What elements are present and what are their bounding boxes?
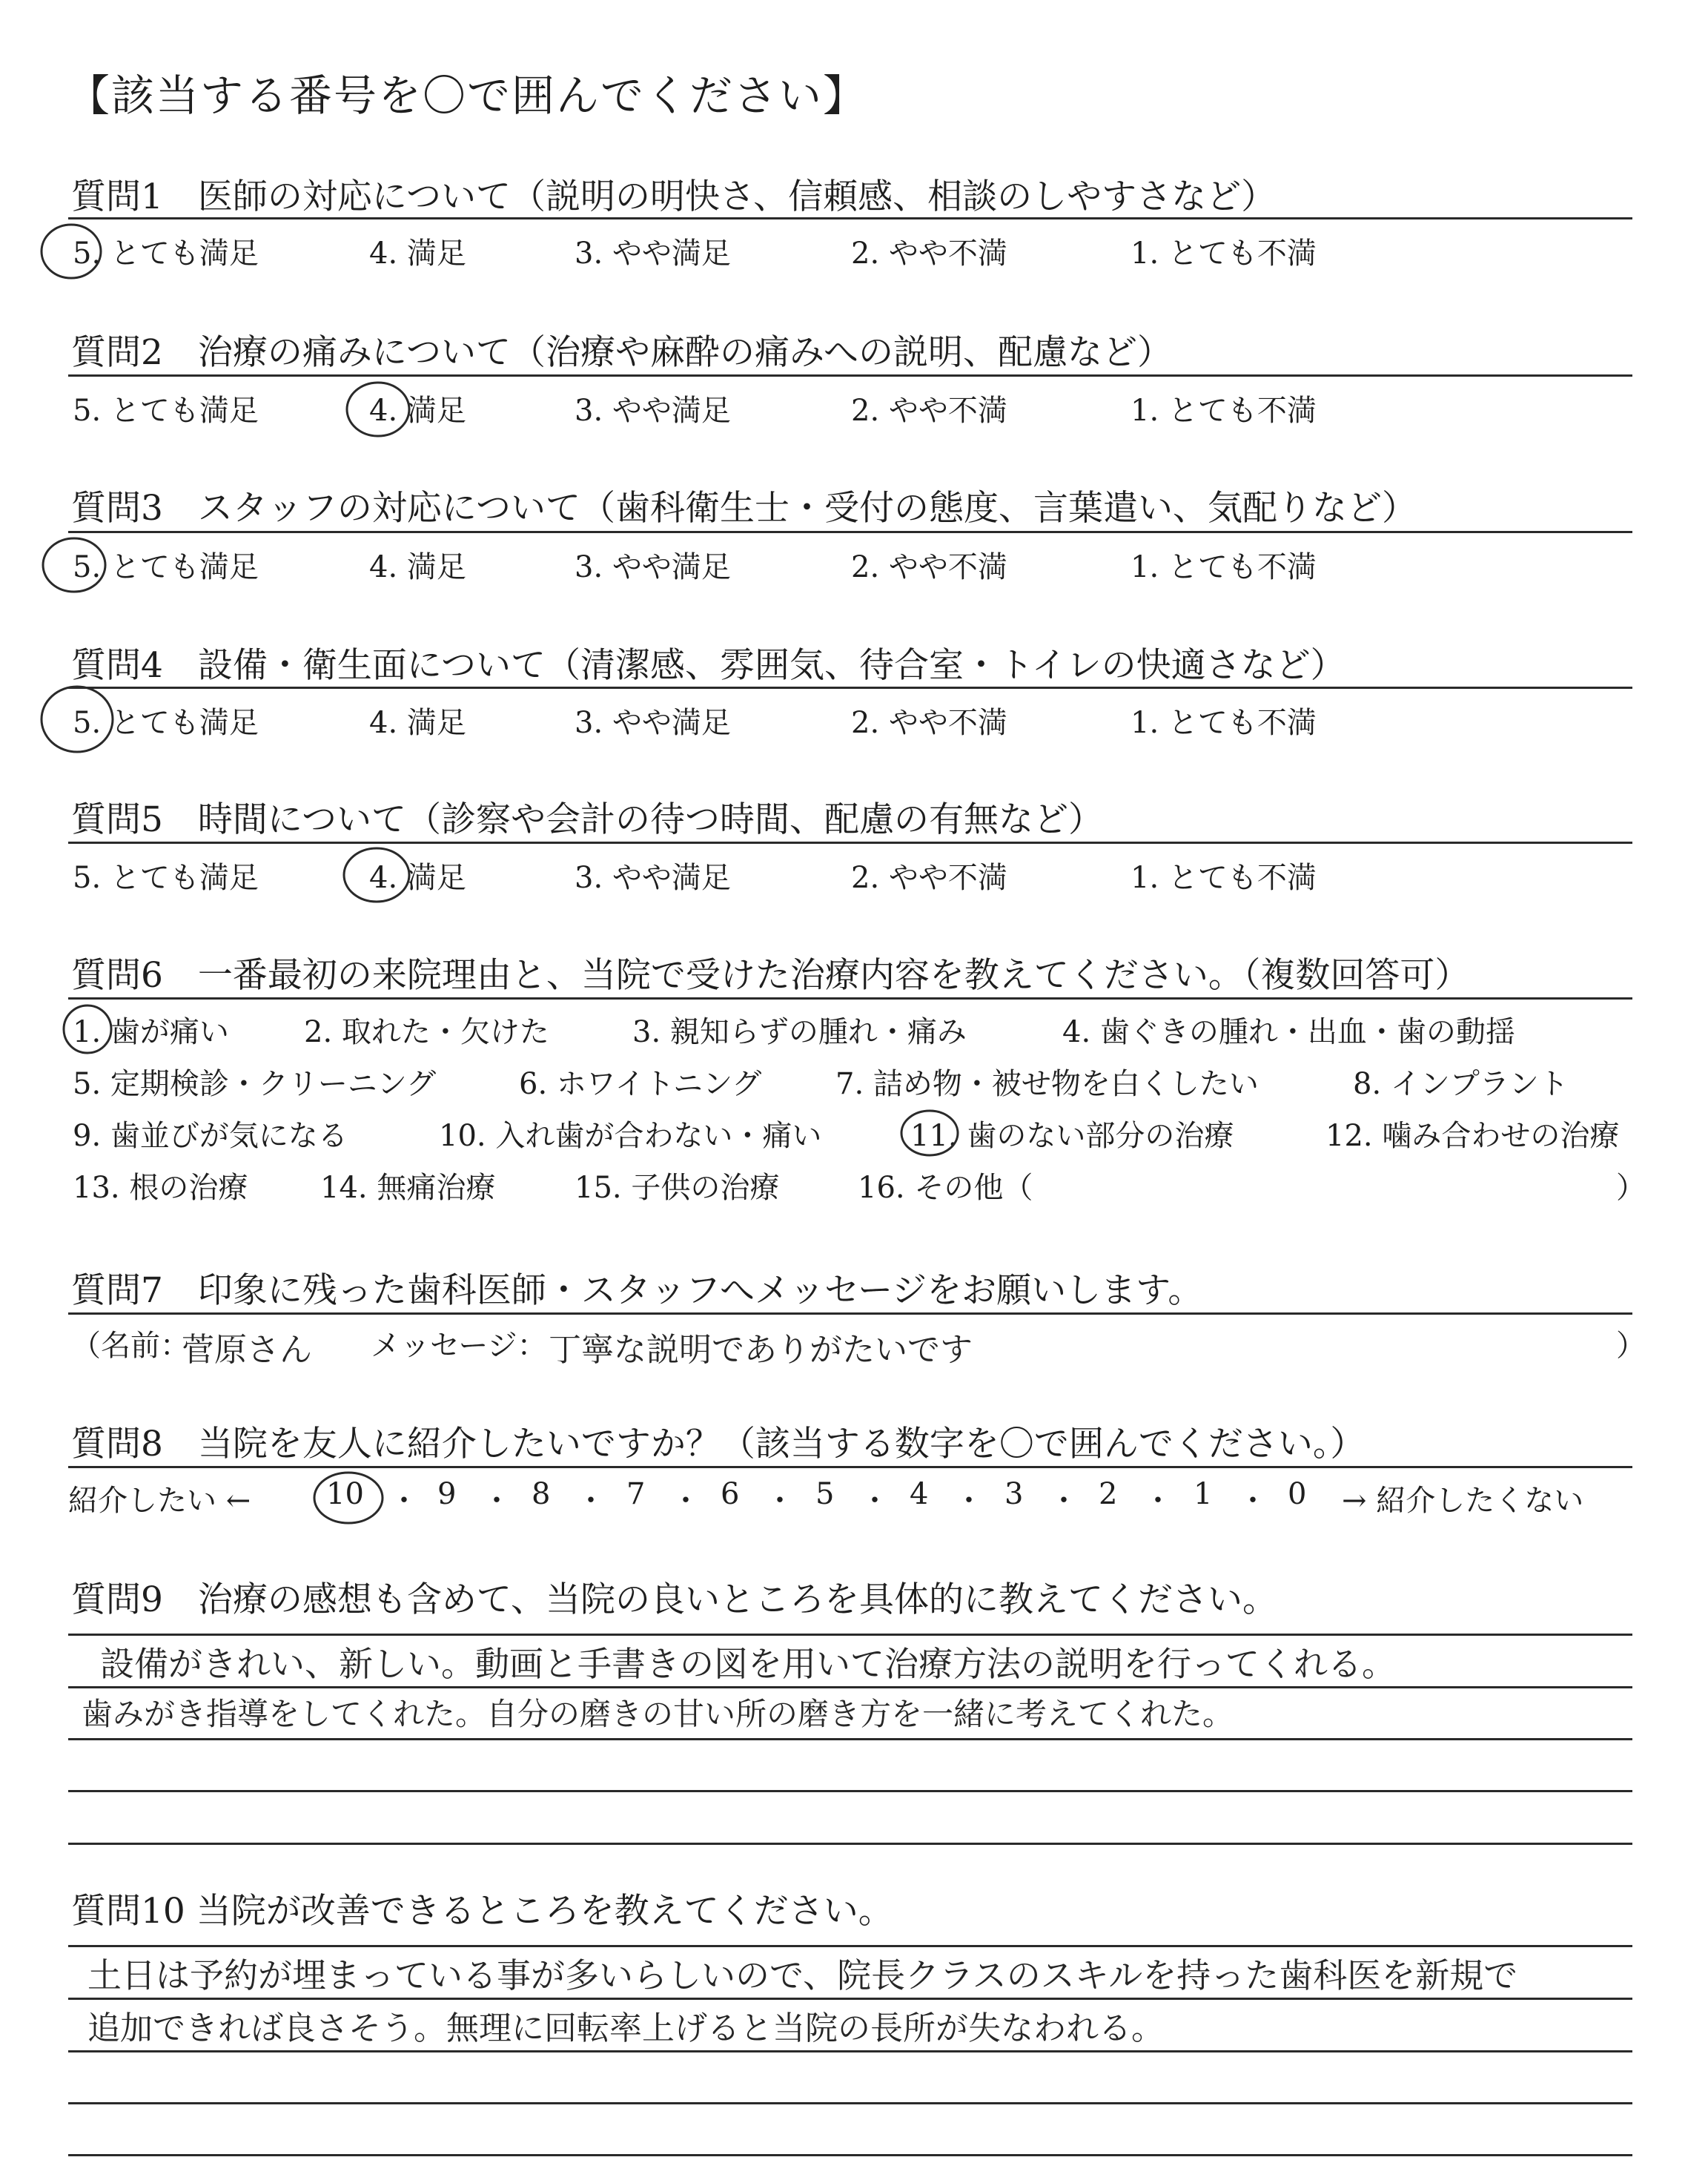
q8-scale-3[interactable]: 3 [1004, 1477, 1024, 1511]
question-4-title: 質問4 設備・衛生面について（清潔感、雰囲気、待合室・トイレの快適さなど） [71, 645, 1345, 686]
q6-option-8[interactable]: 8. インプラント [1353, 1067, 1569, 1101]
q7-name-label: （名前： [71, 1329, 190, 1363]
q6-option-7[interactable]: 7. 詰め物・被せ物を白くしたい [835, 1067, 1259, 1101]
q7-message-label: メッセージ： [371, 1329, 547, 1363]
q1-option-3[interactable]: 3. やや満足 [575, 237, 731, 271]
q1-selection-circle [42, 225, 101, 278]
q8-right-label: → 紹介したくない [1342, 1484, 1584, 1518]
form-heading: 【該当する番号を〇で囲んでください】 [67, 70, 868, 121]
q6-option-2[interactable]: 2. 取れた・欠けた [304, 1015, 549, 1049]
q2-option-2[interactable]: 2. やや不満 [851, 394, 1007, 428]
question-8-title: 質問8 当院を友人に紹介したいですか？（該当する数字を〇で囲んでください。） [71, 1424, 1366, 1464]
q7-close-paren: ） [1616, 1329, 1646, 1363]
q2-option-3[interactable]: 3. やや満足 [575, 394, 731, 428]
q6-option-5[interactable]: 5. 定期検診・クリーニング [73, 1067, 437, 1101]
q4-selection-circle [42, 687, 113, 752]
question-10-title: 質問10 当院が改善できるところを教えてください。 [71, 1891, 893, 1932]
q5-selection-circle [344, 848, 409, 902]
q6-option-1[interactable]: 1. 歯が痛い [73, 1015, 229, 1049]
q3-option-2[interactable]: 2. やや不満 [851, 550, 1007, 584]
q8-left-label: 紹介したい ← [68, 1484, 251, 1518]
q2-option-1[interactable]: 1. とても不満 [1131, 394, 1317, 428]
q4-option-4[interactable]: 4. 満足 [369, 706, 466, 740]
q8-separator: ・ [576, 1484, 606, 1518]
q8-separator: ・ [860, 1484, 890, 1518]
question-5-title: 質問5 時間について（診察や会計の待つ時間、配慮の有無など） [71, 799, 1103, 840]
q6-option-6[interactable]: 6. ホワイトニング [519, 1067, 762, 1101]
q6-option-15[interactable]: 15. 子供の治療 [575, 1171, 780, 1205]
q4-option-3[interactable]: 3. やや満足 [575, 706, 731, 740]
q6-selection-circle-1 [64, 1005, 111, 1053]
q6-option-10[interactable]: 10. 入れ歯が合わない・痛い [439, 1119, 822, 1153]
q5-option-4[interactable]: 4. 満足 [369, 861, 466, 895]
q8-scale-8[interactable]: 8 [532, 1477, 551, 1511]
q9-answer-line-1[interactable]: 設備がきれい、新しい。動画と手書きの図を用いて治療方法の説明を行ってくれる。 [100, 1644, 1396, 1684]
question-2-title: 質問2 治療の痛みについて（治療や麻酔の痛みへの説明、配慮など） [71, 332, 1173, 373]
question-7-title: 質問7 印象に残った歯科医師・スタッフへメッセージをお願いします。 [71, 1270, 1203, 1311]
q8-scale-1[interactable]: 1 [1194, 1477, 1213, 1511]
q10-answer-line-1[interactable]: 土日は予約が埋まっている事が多いらしいので、院長クラスのスキルを持った歯科医を新規で [87, 1955, 1518, 1995]
q1-option-4[interactable]: 4. 満足 [369, 237, 466, 271]
question-6-title: 質問6 一番最初の来院理由と、当院で受けた治療内容を教えてください。（複数回答可） [71, 955, 1470, 996]
q4-option-2[interactable]: 2. やや不満 [851, 706, 1007, 740]
q1-option-2[interactable]: 2. やや不満 [851, 237, 1007, 271]
q8-separator: ・ [765, 1484, 795, 1518]
q7-message-handwritten[interactable]: 丁寧な説明でありがたいです [549, 1331, 973, 1369]
q8-separator: ・ [1143, 1484, 1173, 1518]
q8-separator: ・ [1049, 1484, 1079, 1518]
q6-option-13[interactable]: 13. 根の治療 [73, 1171, 248, 1205]
q8-separator: ・ [954, 1484, 984, 1518]
q1-option-5[interactable]: 5. とても満足 [73, 237, 259, 271]
q5-option-3[interactable]: 3. やや満足 [575, 861, 731, 895]
q8-separator: ・ [1238, 1484, 1268, 1518]
q8-scale-10[interactable]: 10 [326, 1477, 364, 1511]
q6-option-3[interactable]: 3. 親知らずの腫れ・痛み [632, 1015, 967, 1049]
q6-option-16[interactable]: 16. その他（ [858, 1171, 1033, 1205]
q8-separator: ・ [389, 1484, 419, 1518]
q8-scale-5[interactable]: 5 [815, 1477, 835, 1511]
q10-answer-line-2[interactable]: 追加できれば良さそう。無理に回転率上げると当院の長所が失なわれる。 [87, 2009, 1164, 2047]
q8-scale-0[interactable]: 0 [1288, 1477, 1307, 1511]
q4-option-1[interactable]: 1. とても不満 [1131, 706, 1317, 740]
q5-option-1[interactable]: 1. とても不満 [1131, 861, 1317, 895]
q7-name-handwritten[interactable]: 菅原さん [182, 1331, 312, 1369]
q8-scale-2[interactable]: 2 [1099, 1477, 1118, 1511]
q8-separator: ・ [482, 1484, 512, 1518]
q2-option-5[interactable]: 5. とても満足 [73, 394, 259, 428]
q6-option-11[interactable]: 11. 歯のない部分の治療 [910, 1119, 1234, 1153]
q2-option-4[interactable]: 4. 満足 [369, 394, 466, 428]
question-1-title: 質問1 医師の対応について（説明の明快さ、信頼感、相談のしやすさなど） [71, 176, 1277, 217]
q3-option-1[interactable]: 1. とても不満 [1131, 550, 1317, 584]
q5-option-5[interactable]: 5. とても満足 [73, 861, 259, 895]
q8-separator: ・ [671, 1484, 701, 1518]
q8-scale-7[interactable]: 7 [626, 1477, 646, 1511]
q8-scale-4[interactable]: 4 [910, 1477, 929, 1511]
q1-option-1[interactable]: 1. とても不満 [1131, 237, 1317, 271]
q6-option-4[interactable]: 4. 歯ぐきの腫れ・出血・歯の動揺 [1062, 1015, 1515, 1049]
q8-scale-9[interactable]: 9 [437, 1477, 457, 1511]
q9-answer-line-2[interactable]: 歯みがき指導をしてくれた。自分の磨きの甘い所の磨き方を一緒に考えてくれた。 [82, 1696, 1234, 1732]
q6-option-12[interactable]: 12. 噛み合わせの治療 [1325, 1119, 1620, 1153]
q8-selection-circle-10 [314, 1473, 383, 1523]
q8-scale-6[interactable]: 6 [721, 1477, 740, 1511]
q3-option-5[interactable]: 5. とても満足 [73, 550, 259, 584]
question-9-title: 質問9 治療の感想も含めて、当院の良いところを具体的に教えてください。 [71, 1579, 1277, 1620]
q6-selection-circle-11 [901, 1111, 958, 1155]
q6-other-close-paren: ） [1616, 1171, 1646, 1205]
q4-option-5[interactable]: 5. とても満足 [73, 706, 259, 740]
q6-option-14[interactable]: 14. 無痛治療 [320, 1171, 496, 1205]
q5-option-2[interactable]: 2. やや不満 [851, 861, 1007, 895]
q3-option-3[interactable]: 3. やや満足 [575, 550, 731, 584]
q6-option-9[interactable]: 9. 歯並びが気になる [73, 1119, 348, 1153]
q2-selection-circle [347, 383, 409, 436]
q3-option-4[interactable]: 4. 満足 [369, 550, 466, 584]
question-3-title: 質問3 スタッフの対応について（歯科衛生士・受付の態度、言葉遣い、気配りなど） [71, 488, 1417, 529]
q3-selection-circle [43, 538, 105, 592]
